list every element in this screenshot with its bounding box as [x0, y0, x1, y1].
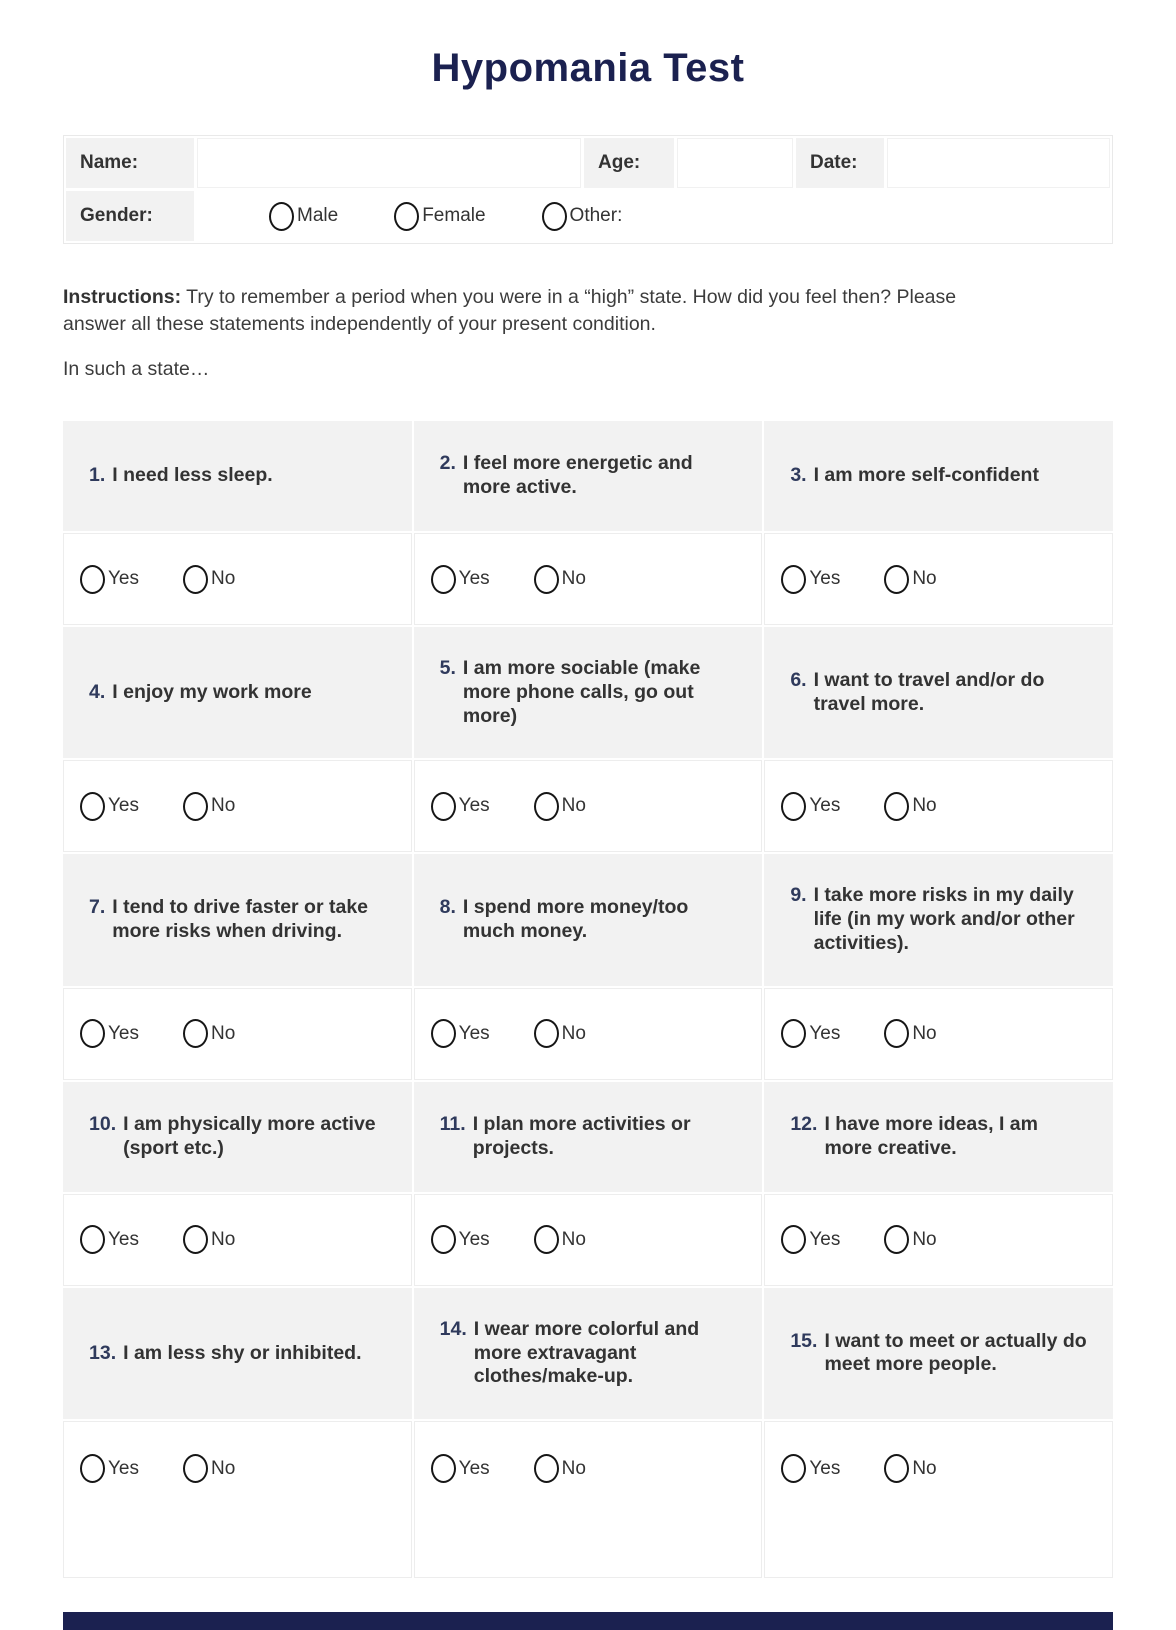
- no-radio-button[interactable]: [183, 792, 208, 821]
- question-cell: [414, 421, 763, 531]
- no-option[interactable]: [884, 565, 936, 594]
- question-text: I am more self-confident: [813, 464, 1039, 487]
- gender-options: [197, 191, 1110, 241]
- name-label: Name:: [66, 138, 194, 188]
- instructions-body: Try to remember a period when you were in a “high” state. How did you feel then? Please answer all these statements independently of your present condition.: [63, 286, 957, 336]
- question: [89, 464, 273, 488]
- no-option[interactable]: [183, 792, 235, 821]
- footer-divider-bar: [63, 1612, 1113, 1630]
- yes-radio-button[interactable]: [80, 565, 105, 594]
- no-option[interactable]: [183, 1454, 235, 1483]
- yes-label: Yes: [458, 1228, 490, 1250]
- question-cell: [63, 1288, 412, 1419]
- no-option[interactable]: [183, 565, 235, 594]
- page-title: Hypomania Test: [431, 46, 745, 90]
- answer-cell: [63, 1194, 412, 1286]
- no-radio-button[interactable]: [183, 1454, 208, 1483]
- no-label: No: [561, 1228, 586, 1250]
- question-cell: [63, 854, 412, 985]
- question-text: I tend to drive faster or take more risks when driving.: [112, 896, 369, 943]
- question: [89, 1342, 362, 1366]
- question: [790, 1330, 1087, 1378]
- no-label: No: [912, 1457, 937, 1479]
- question: [89, 1113, 386, 1161]
- question: [440, 452, 737, 500]
- yes-label: Yes: [809, 795, 841, 817]
- age-input[interactable]: [677, 138, 793, 188]
- yes-option[interactable]: [431, 792, 490, 821]
- yes-label: Yes: [809, 568, 841, 590]
- yes-option[interactable]: [80, 792, 139, 821]
- yes-label: Yes: [809, 1228, 841, 1250]
- yes-option[interactable]: [781, 1454, 840, 1483]
- question-number: 2.: [439, 452, 456, 475]
- question-cell: [414, 1288, 763, 1419]
- age-label: Age:: [584, 138, 674, 188]
- question: [790, 1113, 1087, 1161]
- question-number: 5.: [439, 657, 456, 680]
- question-text: I spend more money/too much money.: [462, 896, 689, 943]
- question-cell: [414, 1082, 763, 1192]
- no-radio-button[interactable]: [534, 1225, 559, 1254]
- question-text: I feel more energetic and more active.: [462, 452, 693, 499]
- no-label: No: [561, 1022, 586, 1044]
- no-option[interactable]: [534, 792, 586, 821]
- question-number: 3.: [790, 464, 807, 487]
- gender-option-male[interactable]: [269, 202, 338, 231]
- question-number: 9.: [790, 884, 807, 907]
- answer-cell: [764, 1194, 1113, 1286]
- yes-radio-button[interactable]: [80, 792, 105, 821]
- question-number: 10.: [89, 1113, 117, 1135]
- question-cell: [764, 854, 1113, 985]
- no-label: No: [211, 1457, 236, 1479]
- no-radio-button[interactable]: [183, 1225, 208, 1254]
- no-option[interactable]: [884, 1019, 936, 1048]
- yes-option[interactable]: [80, 565, 139, 594]
- question-number: 15.: [790, 1329, 818, 1352]
- instructions-text: [63, 284, 1018, 339]
- yes-option[interactable]: [781, 792, 840, 821]
- question-text: I want to travel and/or do travel more.: [813, 668, 1045, 715]
- no-label: No: [211, 1228, 236, 1250]
- question-text: I need less sleep.: [112, 464, 273, 487]
- question-text: I enjoy my work more: [112, 680, 312, 703]
- gender-label: Gender:: [66, 191, 194, 241]
- female-label: Female: [422, 205, 486, 226]
- answer-cell: [414, 1421, 763, 1578]
- no-radio-button[interactable]: [183, 565, 208, 594]
- yes-radio-button[interactable]: [781, 1019, 806, 1048]
- question-text: I am physically more active (sport etc.): [123, 1113, 376, 1159]
- other-radio-button[interactable]: [542, 202, 567, 231]
- no-radio-button[interactable]: [884, 1454, 909, 1483]
- yes-option[interactable]: [781, 565, 840, 594]
- question-number: 6.: [790, 668, 807, 691]
- answer-cell: [764, 533, 1113, 625]
- yes-radio-button[interactable]: [80, 1454, 105, 1483]
- answer-cell: [414, 533, 763, 625]
- question-number: 14.: [439, 1317, 467, 1340]
- yes-label: Yes: [108, 1228, 139, 1250]
- question-cell: [63, 421, 412, 531]
- date-label: Date:: [796, 138, 884, 188]
- yes-label: Yes: [108, 1457, 139, 1479]
- no-option[interactable]: [534, 1454, 586, 1483]
- yes-option[interactable]: [80, 1225, 139, 1254]
- no-radio-button[interactable]: [183, 1019, 208, 1048]
- no-label: No: [912, 568, 937, 590]
- question: [790, 884, 1087, 955]
- answer-cell: [414, 1194, 763, 1286]
- question-text: I wear more colorful and more extravagant clothes/make-up.: [473, 1317, 700, 1388]
- question-cell: [764, 1082, 1113, 1192]
- no-label: No: [912, 1022, 937, 1044]
- no-option[interactable]: [183, 1225, 235, 1254]
- question: [89, 896, 386, 944]
- no-option[interactable]: [884, 1225, 936, 1254]
- question: [790, 464, 1039, 488]
- name-input[interactable]: [197, 138, 581, 188]
- yes-label: Yes: [458, 568, 490, 590]
- no-label: No: [211, 568, 236, 590]
- question-cell: [764, 421, 1113, 531]
- question-number: 12.: [790, 1113, 818, 1135]
- question-text: I am less shy or inhibited.: [123, 1341, 362, 1364]
- yes-label: Yes: [108, 1022, 139, 1044]
- yes-option[interactable]: [80, 1019, 139, 1048]
- question-cell: [764, 627, 1113, 758]
- answer-cell: [414, 988, 763, 1080]
- no-label: No: [561, 1457, 586, 1479]
- instructions-label: Instructions:: [63, 286, 182, 308]
- yes-radio-button[interactable]: [781, 565, 806, 594]
- yes-option[interactable]: [431, 1019, 490, 1048]
- question-number: 13.: [89, 1341, 117, 1364]
- yes-label: Yes: [108, 795, 139, 817]
- yes-radio-button[interactable]: [781, 792, 806, 821]
- yes-label: Yes: [809, 1457, 841, 1479]
- question-text: I have more ideas, I am more creative.: [824, 1113, 1038, 1159]
- gender-option-female[interactable]: [394, 202, 485, 231]
- question: [440, 1318, 737, 1389]
- question-number: 1.: [89, 464, 106, 487]
- question-number: 8.: [439, 896, 456, 919]
- question-text: I take more risks in my daily life (in my work and/or other activities).: [813, 884, 1075, 954]
- question-number: 7.: [89, 896, 106, 919]
- lead-in-text: In such a state…: [63, 358, 210, 381]
- patient-info-table: [63, 135, 1113, 244]
- questionnaire-grid: [63, 421, 1113, 1578]
- no-label: No: [211, 1022, 236, 1044]
- question: [89, 681, 312, 705]
- yes-label: Yes: [458, 1022, 490, 1044]
- yes-radio-button[interactable]: [80, 1019, 105, 1048]
- no-option[interactable]: [534, 1225, 586, 1254]
- yes-label: Yes: [458, 795, 490, 817]
- question-cell: [63, 627, 412, 758]
- question-text: I plan more activities or projects.: [472, 1113, 691, 1159]
- no-option[interactable]: [534, 1019, 586, 1048]
- yes-label: Yes: [809, 1022, 841, 1044]
- answer-cell: [764, 1421, 1113, 1578]
- no-radio-button[interactable]: [884, 565, 909, 594]
- yes-radio-button[interactable]: [431, 1019, 456, 1048]
- answer-cell: [63, 533, 412, 625]
- question-cell: [764, 1288, 1113, 1419]
- no-radio-button[interactable]: [534, 1454, 559, 1483]
- yes-radio-button[interactable]: [431, 565, 456, 594]
- answer-cell: [414, 760, 763, 852]
- gender-option-other[interactable]: [542, 202, 623, 231]
- no-radio-button[interactable]: [534, 1019, 559, 1048]
- yes-radio-button[interactable]: [431, 1225, 456, 1254]
- no-label: No: [912, 795, 937, 817]
- yes-radio-button[interactable]: [431, 1454, 456, 1483]
- question: [790, 669, 1087, 717]
- no-option[interactable]: [183, 1019, 235, 1048]
- no-radio-button[interactable]: [884, 1225, 909, 1254]
- question-cell: [63, 1082, 412, 1192]
- answer-cell: [764, 988, 1113, 1080]
- yes-option[interactable]: [431, 1454, 490, 1483]
- yes-option[interactable]: [80, 1454, 139, 1483]
- male-radio-button[interactable]: [269, 202, 294, 231]
- question-number: 4.: [89, 680, 106, 703]
- yes-label: Yes: [108, 568, 139, 590]
- no-option[interactable]: [884, 792, 936, 821]
- yes-option[interactable]: [781, 1019, 840, 1048]
- question-number: 11.: [439, 1113, 466, 1135]
- no-label: No: [561, 568, 586, 590]
- no-option[interactable]: [534, 565, 586, 594]
- no-label: No: [211, 795, 236, 817]
- female-radio-button[interactable]: [394, 202, 419, 231]
- question: [440, 1113, 737, 1161]
- no-radio-button[interactable]: [534, 792, 559, 821]
- question-cell: [414, 627, 763, 758]
- answer-cell: [63, 988, 412, 1080]
- other-label: Other:: [569, 205, 623, 226]
- yes-label: Yes: [458, 1457, 490, 1479]
- no-radio-button[interactable]: [884, 1019, 909, 1048]
- answer-cell: [63, 1421, 412, 1578]
- yes-radio-button[interactable]: [431, 792, 456, 821]
- no-radio-button[interactable]: [534, 565, 559, 594]
- question: [440, 657, 737, 728]
- question-text: I am more sociable (make more phone calls, go out more): [462, 657, 701, 727]
- no-option[interactable]: [884, 1454, 936, 1483]
- male-label: Male: [297, 205, 339, 226]
- date-input[interactable]: [887, 138, 1110, 188]
- yes-option[interactable]: [431, 1225, 490, 1254]
- yes-radio-button[interactable]: [781, 1454, 806, 1483]
- yes-option[interactable]: [431, 565, 490, 594]
- yes-option[interactable]: [781, 1225, 840, 1254]
- yes-radio-button[interactable]: [80, 1225, 105, 1254]
- answer-cell: [764, 760, 1113, 852]
- answer-cell: [63, 760, 412, 852]
- question-text: I want to meet or actually do meet more people.: [824, 1329, 1087, 1376]
- question-cell: [414, 854, 763, 985]
- yes-radio-button[interactable]: [781, 1225, 806, 1254]
- no-label: No: [561, 795, 586, 817]
- question: [440, 896, 737, 944]
- no-label: No: [912, 1228, 937, 1250]
- no-radio-button[interactable]: [884, 792, 909, 821]
